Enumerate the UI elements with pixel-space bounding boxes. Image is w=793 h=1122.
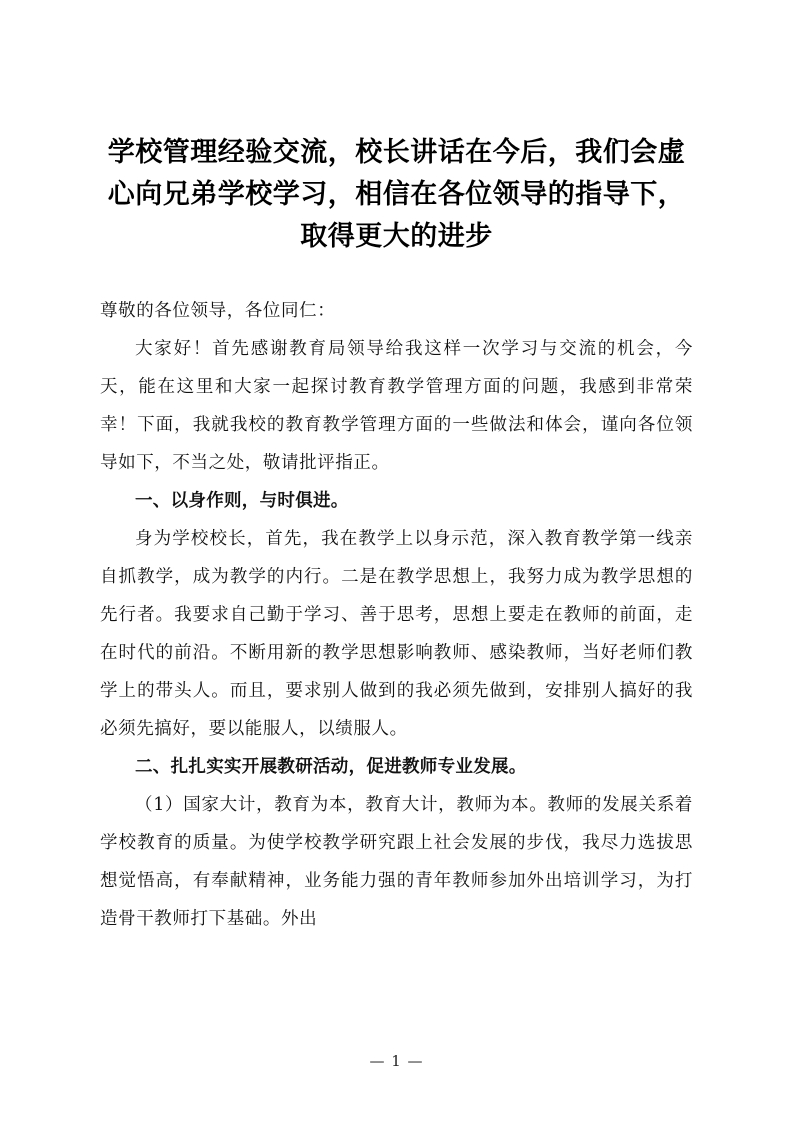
section-heading-two: 二、扎扎实实开展教研活动，促进教师专业发展。 xyxy=(135,757,527,777)
paragraph-salutation: 尊敬的各位领导，各位同仁： xyxy=(100,301,336,321)
paragraph-section-two-body: （1）国家大计，教育为本，教育大计，教师为本。教师的发展关系着学校教育的质量。为使学校教学研究跟上社会发展的步伐，我尽力选拔思想觉悟高，有奉献精神，业务能力强的青年教师参加外出培训学习，为打造骨干教师打下基础。外出 xyxy=(100,795,693,929)
document-body xyxy=(100,292,693,938)
page-title: 学校管理经验交流，校长讲话在今后，我们会虚心向兄弟学校学习，相信在各位领导的指导下，取得更大的进步 xyxy=(107,137,686,252)
paragraph-opening: 大家好！首先感谢教育局领导给我这样一次学习与交流的机会，今天，能在这里和大家一起探讨教育教学管理方面的问题，我感到非常荣幸！下面，我就我校的教育教学管理方面的一些做法和体会，谨向各位领导如下，不当之处，敬请批评指正。 xyxy=(100,339,693,473)
section-heading-one: 一、以身作则，与时俱进。 xyxy=(135,491,349,511)
paragraph-section-one-body: 身为学校校长，首先，我在教学上以身示范，深入教育教学第一线亲自抓教学，成为教学的内行。二是在教学思想上，我努力成为教学思想的先行者。我要求自己勤于学习、善于思考，思想上要走在教师的前面，走在时代的前沿。不断用新的教学思想影响教师、感染教师，当好老师们教学上的带头人。而且，要求别人做到的我必须先做到，安排别人搞好的我必须先搞好，要以能服人，以绩服人。 xyxy=(100,529,693,739)
page-number: — 1 — xyxy=(369,1052,424,1070)
